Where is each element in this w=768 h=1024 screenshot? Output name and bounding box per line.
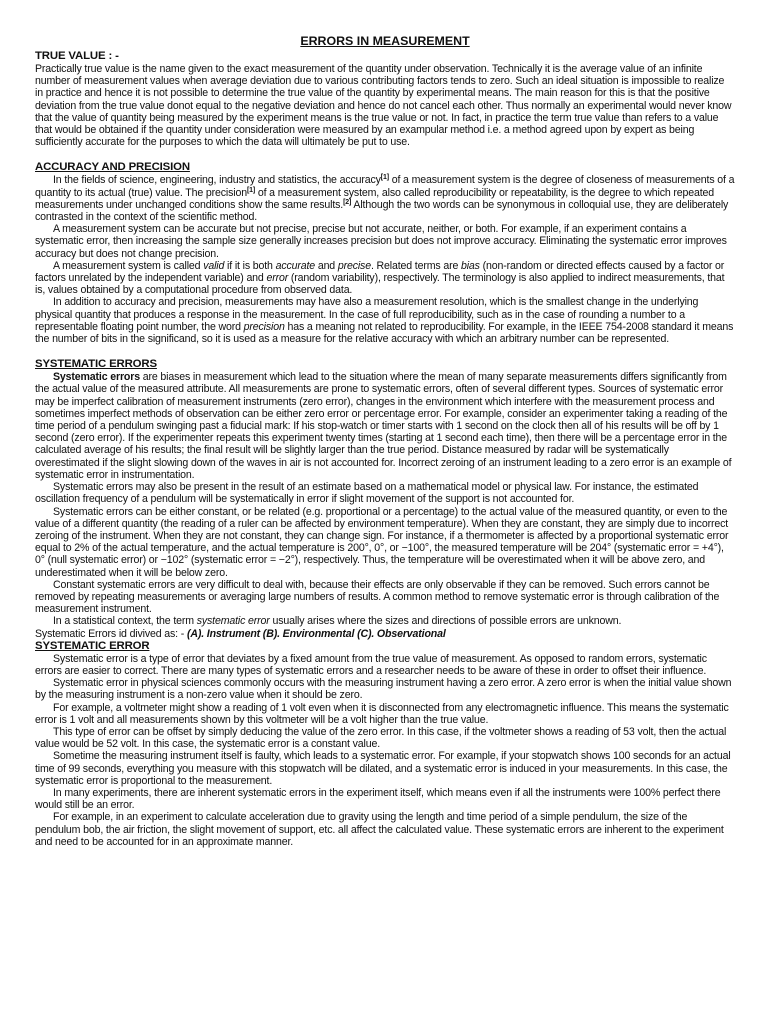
systematic-errors-paragraph-2: Systematic errors may also be present in the result of an estimate based on a mathematical model or physical law. For instance, the estimated oscillation frequency of a pendulum will be systematically in error if slight movement of the support is not accounted for. [35, 481, 699, 506]
true-value-paragraph: Practically true value is the name given to the exact measurement of the quantity under observation. Technically it is the average value of an infinite number of measurement values when average deviation due to various contributing factors tends to zero. Such an ideal situation is impossible to realize in practice and hence it is not possible to determine the true value of the quantity by experimental means. The main reason for this is that the positive deviation from the true value donot equal to the negative deviation and hence do not cancel each other. Thus normally an experimental would never know that the value of quantity being measured by the experiment means is the true value or not. In fact, in practice the term true value than refers to a value that would be obtained if the quantity under consideration were measured by an exampular method i.e. a method agreed upon by expert as being sufficiently accurate for the purposes to which the data will ultimately be put to use. [35, 63, 732, 149]
systematic-error-paragraph-1: Systematic error is a type of error that deviates by a fixed amount from the true value of measurement. As opposed to random errors, systematic errors are easier to correct. There are many types of systematic errors and a researcher needs to be aware of these in order to offset their influence. [35, 652, 707, 677]
systematic-errors-classification: Systematic Errors id divived as: - (A). Instrument (B). Environmental (C). Observational [35, 627, 446, 640]
systematic-errors-paragraph-5: In a statistical context, the term systematic error usually arises where the sizes and directions of possible errors are unknown. [53, 615, 622, 628]
systematic-errors-paragraph-3: Systematic errors can be either constant, or be related (e.g. proportional or a percentage) to the actual value of the measured quantity, or even to the value of a different quantity (the reading of a ruler can be affected by environment temperature). When they are constant, they are simply due to incorrect zeroing of the instrument. When they are not constant, they can change sign. For instance, if a thermometer is affected by a proportional systematic error equal to 2% of the actual temperature, and the actual temperature is 200°, 0°, or −100°, the measured temperature will be 204° (systematic error = +4°), 0° (null systematic error) or −102° (systematic error = −2°), respectively. Thus, the temperature will be overestimated when it will be above zero, and underestimated when it will be below zero. [35, 505, 729, 579]
accuracy-paragraph-1: In the fields of science, engineering, industry and statistics, the accuracy[1] of a measurement system is the degree of closeness of measurements of a quantity to its actual (true) value. The precision[1] of a measurement system, also called reproducibility or repeatability, is the degree to which repeated measurements under unchanged conditions show the same results.[2] Although the two words can be synonymous in colloquial use, they are deliberately contrasted in the context of the scientific method. [35, 174, 735, 224]
systematic-error-paragraph-7: For example, in an experiment to calculate acceleration due to gravity using the length and time period of a simple pendulum, the size of the pendulum bob, the air friction, the slight movement of support, etc. all affect the calculated value. These systematic errors are inherent to the experiment and need to be accounted for in an approximate manner. [35, 811, 724, 848]
systematic-error-paragraph-5: Sometime the measuring instrument itself is faulty, which leads to a systematic error. For example, if your stopwatch shows 100 seconds for an actual time of 99 seconds, everything you measure with this stopwatch will be dilated, and a systematic error is induced in your measurements. In this case, the systematic error is proportional to the measurement. [35, 750, 731, 787]
true-value-heading: TRUE VALUE : - [35, 50, 119, 62]
systematic-error-paragraph-3: For example, a voltmeter might show a reading of 1 volt even when it is disconnected from any electromagnetic influence. This means the systematic error is 1 volt and all measurements shown by this voltmeter will be a volt higher than the true value. [35, 701, 729, 726]
systematic-errors-paragraph-1: Systematic errors are biases in measurement which lead to the situation where the mean of many separate measurements differs significantly from the actual value of the measured attribute. All measurements are prone to systematic errors, often of several different types. Sources of systematic error may be imperfect calibration of measurement instruments (zero error), changes in the environment which interfere with the measurement process and sometimes imperfect methods of observation can be either zero error or percentage error. For example, consider an experimenter taking a reading of the time period of a pendulum swinging past a fiducial mark: If his stop-watch or timer starts with 1 second on the clock then all of his results will be off by 1 second (zero error). If the experimenter repeats this experiment twenty times (starting at 1 second each time), then there will be a percentage error in the calculated average of his results; the final result will be slightly larger than the true period. Distance measured by radar will be systematically overestimated if the slight slowing down of the waves in air is not accounted for. Incorrect zeroing of an instrument leading to a zero error is an example of systematic error in instrumentation. [35, 371, 732, 481]
citation-2[interactable]: [2] [343, 198, 352, 206]
systematic-error-paragraph-4: This type of error can be offset by simply deducing the value of the zero error. In this case, if the voltmeter shows a reading of 53 volt, then the actual value would be 52 volt. In this case, the systematic error is a constant value. [35, 725, 727, 751]
systematic-error-paragraph-2: Systematic error in physical sciences commonly occurs with the measuring instrument having a zero error. A zero error is when the initial value shown by the measuring instrument is a non-zero value when it should be zero. [35, 677, 732, 702]
systematic-error-paragraph-6: In many experiments, there are inherent systematic errors in the experiment itself, which means even if all the instruments were 100% perfect there would still be an error. [35, 786, 721, 812]
accuracy-heading: ACCURACY AND PRECISION [35, 161, 190, 174]
accuracy-paragraph-2: A measurement system can be accurate but not precise, precise but not accurate, neither, or both. For example, if an experiment contains a systematic error, then increasing the sample size generally increases precision but does not improve accuracy. Eliminating the systematic error improves accuracy but does not change precision. [35, 223, 727, 260]
accuracy-paragraph-4: In addition to accuracy and precision, measurements may have also a measurement resolution, which is the smallest change in the underlying physical quantity that produces a response in the measurement. In the case of full reproducibility, such as in the case of rounding a number to a representable floating point number, the word precision has a meaning not related to reproducibility. For example, in the IEEE 754-2008 standard it means the number of bits in the significand, so it is used as a measure for the relative accuracy with which an arbitrary number can be represented. [35, 296, 734, 346]
systematic-errors-heading: SYSTEMATIC ERRORS [35, 358, 157, 371]
systematic-errors-paragraph-4: Constant systematic errors are very difficult to deal with, because their effects are only observable if they can be removed. Such errors cannot be removed by repeating measurements or averaging large numbers of results. A common method to remove systematic error is through calibration of the measurement instrument. [35, 578, 720, 616]
systematic-error-heading: SYSTEMATIC ERROR [35, 639, 150, 652]
document-page [35, 34, 735, 848]
citation-1[interactable]: [1] [246, 186, 256, 194]
citation-1[interactable]: [1] [380, 174, 389, 182]
accuracy-paragraph-3: A measurement system is called valid if it is both accurate and precise. Related terms are bias (non-random or directed effects caused by a factor or factors unrelated by the independent variable) and error (random variability), respectively. The terminology is also applied to indirect measurements, that is, values obtained by a computational procedure from observed data. [35, 259, 725, 297]
document-title: ERRORS IN MEASUREMENT [300, 34, 470, 48]
